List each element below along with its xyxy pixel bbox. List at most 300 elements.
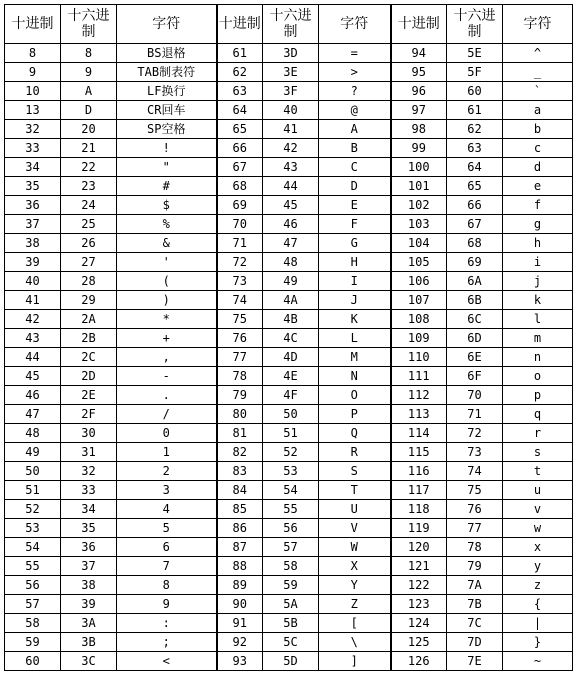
char-cell: -	[117, 367, 217, 386]
char-cell: TAB制表符	[117, 63, 217, 82]
decimal-cell: 113	[391, 405, 447, 424]
char-cell: Q	[319, 424, 391, 443]
decimal-cell: 13	[5, 101, 61, 120]
char-cell: K	[319, 310, 391, 329]
decimal-cell: 36	[5, 196, 61, 215]
hex-cell: 55	[263, 500, 319, 519]
hex-cell: 3A	[61, 614, 117, 633]
char-cell: P	[319, 405, 391, 424]
decimal-cell: 55	[5, 557, 61, 576]
char-cell: p	[503, 386, 573, 405]
table-row	[5, 348, 573, 367]
char-cell: C	[319, 158, 391, 177]
decimal-cell: 42	[5, 310, 61, 329]
decimal-cell: 101	[391, 177, 447, 196]
decimal-cell: 10	[5, 82, 61, 101]
hex-cell: 7C	[447, 614, 503, 633]
decimal-cell: 112	[391, 386, 447, 405]
decimal-cell: 48	[5, 424, 61, 443]
table-row	[5, 44, 573, 63]
decimal-cell: 65	[217, 120, 263, 139]
hex-cell: 35	[61, 519, 117, 538]
decimal-cell: 95	[391, 63, 447, 82]
char-cell: j	[503, 272, 573, 291]
hex-cell: 51	[263, 424, 319, 443]
hex-cell: 76	[447, 500, 503, 519]
char-cell: .	[117, 386, 217, 405]
hex-cell: 70	[447, 386, 503, 405]
hex-cell: 7E	[447, 652, 503, 671]
hex-cell: 65	[447, 177, 503, 196]
hex-cell: 49	[263, 272, 319, 291]
decimal-cell: 103	[391, 215, 447, 234]
char-cell: G	[319, 234, 391, 253]
char-cell: v	[503, 500, 573, 519]
decimal-cell: 69	[217, 196, 263, 215]
char-cell: B	[319, 139, 391, 158]
decimal-cell: 94	[391, 44, 447, 63]
hex-cell: 4B	[263, 310, 319, 329]
char-cell: y	[503, 557, 573, 576]
hex-cell: 74	[447, 462, 503, 481]
decimal-cell: 117	[391, 481, 447, 500]
hex-cell: 45	[263, 196, 319, 215]
hex-cell: 4D	[263, 348, 319, 367]
hex-cell: 79	[447, 557, 503, 576]
hex-cell: 57	[263, 538, 319, 557]
table-row	[5, 443, 573, 462]
hex-cell: 5B	[263, 614, 319, 633]
decimal-cell: 51	[5, 481, 61, 500]
hex-cell: 56	[263, 519, 319, 538]
decimal-cell: 114	[391, 424, 447, 443]
decimal-cell: 78	[217, 367, 263, 386]
decimal-cell: 71	[217, 234, 263, 253]
char-cell: |	[503, 614, 573, 633]
hex-cell: 2B	[61, 329, 117, 348]
hex-cell: 3C	[61, 652, 117, 671]
hex-cell: 5A	[263, 595, 319, 614]
hex-cell: 2F	[61, 405, 117, 424]
hex-cell: 2E	[61, 386, 117, 405]
hex-cell: 30	[61, 424, 117, 443]
char-cell: CR回车	[117, 101, 217, 120]
hex-cell: D	[61, 101, 117, 120]
hex-cell: 39	[61, 595, 117, 614]
decimal-cell: 53	[5, 519, 61, 538]
hex-cell: 5F	[447, 63, 503, 82]
hex-cell: 5D	[263, 652, 319, 671]
char-cell: a	[503, 101, 573, 120]
char-cell: {	[503, 595, 573, 614]
header-decimal: 十进制	[5, 5, 61, 44]
decimal-cell: 85	[217, 500, 263, 519]
decimal-cell: 87	[217, 538, 263, 557]
char-cell: ^	[503, 44, 573, 63]
table-row	[5, 272, 573, 291]
hex-cell: 9	[61, 63, 117, 82]
decimal-cell: 76	[217, 329, 263, 348]
char-cell: [	[319, 614, 391, 633]
decimal-cell: 32	[5, 120, 61, 139]
char-cell: )	[117, 291, 217, 310]
hex-cell: 78	[447, 538, 503, 557]
table-row	[5, 500, 573, 519]
char-cell: 3	[117, 481, 217, 500]
hex-cell: 32	[61, 462, 117, 481]
header-hex: 十六进制	[447, 5, 503, 44]
decimal-cell: 67	[217, 158, 263, 177]
char-cell: S	[319, 462, 391, 481]
decimal-cell: 116	[391, 462, 447, 481]
table-row	[5, 367, 573, 386]
hex-cell: 60	[447, 82, 503, 101]
hex-cell: 27	[61, 253, 117, 272]
hex-cell: 2D	[61, 367, 117, 386]
hex-cell: 3F	[263, 82, 319, 101]
decimal-cell: 52	[5, 500, 61, 519]
hex-cell: 64	[447, 158, 503, 177]
char-cell: n	[503, 348, 573, 367]
decimal-cell: 118	[391, 500, 447, 519]
decimal-cell: 56	[5, 576, 61, 595]
hex-cell: 67	[447, 215, 503, 234]
char-cell: Y	[319, 576, 391, 595]
decimal-cell: 91	[217, 614, 263, 633]
char-cell: _	[503, 63, 573, 82]
char-cell: m	[503, 329, 573, 348]
char-cell: }	[503, 633, 573, 652]
char-cell: BS退格	[117, 44, 217, 63]
hex-cell: 41	[263, 120, 319, 139]
hex-cell: 6B	[447, 291, 503, 310]
decimal-cell: 66	[217, 139, 263, 158]
hex-cell: 6C	[447, 310, 503, 329]
table-row	[5, 405, 573, 424]
table-row	[5, 633, 573, 652]
header-hex: 十六进制	[61, 5, 117, 44]
decimal-cell: 75	[217, 310, 263, 329]
hex-cell: 71	[447, 405, 503, 424]
table-row	[5, 557, 573, 576]
hex-cell: 6D	[447, 329, 503, 348]
hex-cell: 5E	[447, 44, 503, 63]
decimal-cell: 62	[217, 63, 263, 82]
hex-cell: 28	[61, 272, 117, 291]
decimal-cell: 100	[391, 158, 447, 177]
decimal-cell: 119	[391, 519, 447, 538]
decimal-cell: 81	[217, 424, 263, 443]
hex-cell: 4A	[263, 291, 319, 310]
hex-cell: 24	[61, 196, 117, 215]
hex-cell: 53	[263, 462, 319, 481]
decimal-cell: 120	[391, 538, 447, 557]
decimal-cell: 104	[391, 234, 447, 253]
decimal-cell: 98	[391, 120, 447, 139]
char-cell: 4	[117, 500, 217, 519]
decimal-cell: 34	[5, 158, 61, 177]
hex-cell: 26	[61, 234, 117, 253]
char-cell: 2	[117, 462, 217, 481]
hex-cell: 52	[263, 443, 319, 462]
table-row	[5, 424, 573, 443]
char-cell: W	[319, 538, 391, 557]
char-cell: LF换行	[117, 82, 217, 101]
table-row	[5, 329, 573, 348]
char-cell: `	[503, 82, 573, 101]
table-row	[5, 595, 573, 614]
char-cell: l	[503, 310, 573, 329]
char-cell: t	[503, 462, 573, 481]
decimal-cell: 61	[217, 44, 263, 63]
char-cell: /	[117, 405, 217, 424]
decimal-cell: 97	[391, 101, 447, 120]
hex-cell: 22	[61, 158, 117, 177]
hex-cell: 4C	[263, 329, 319, 348]
char-cell: d	[503, 158, 573, 177]
char-cell: 1	[117, 443, 217, 462]
char-cell: L	[319, 329, 391, 348]
char-cell: c	[503, 139, 573, 158]
table-row	[5, 234, 573, 253]
table-row	[5, 481, 573, 500]
char-cell: E	[319, 196, 391, 215]
char-cell: N	[319, 367, 391, 386]
decimal-cell: 96	[391, 82, 447, 101]
char-cell: 6	[117, 538, 217, 557]
hex-cell: 29	[61, 291, 117, 310]
char-cell: X	[319, 557, 391, 576]
char-cell: SP空格	[117, 120, 217, 139]
char-cell: q	[503, 405, 573, 424]
decimal-cell: 80	[217, 405, 263, 424]
header-hex: 十六进制	[263, 5, 319, 44]
char-cell: 5	[117, 519, 217, 538]
char-cell: ;	[117, 633, 217, 652]
char-cell: Z	[319, 595, 391, 614]
decimal-cell: 115	[391, 443, 447, 462]
table-row	[5, 158, 573, 177]
char-cell: :	[117, 614, 217, 633]
table-row	[5, 652, 573, 671]
char-cell: x	[503, 538, 573, 557]
char-cell: R	[319, 443, 391, 462]
decimal-cell: 110	[391, 348, 447, 367]
hex-cell: 38	[61, 576, 117, 595]
hex-cell: A	[61, 82, 117, 101]
table-row	[5, 614, 573, 633]
hex-cell: 50	[263, 405, 319, 424]
char-cell: +	[117, 329, 217, 348]
decimal-cell: 93	[217, 652, 263, 671]
decimal-cell: 74	[217, 291, 263, 310]
hex-cell: 7B	[447, 595, 503, 614]
hex-cell: 66	[447, 196, 503, 215]
decimal-cell: 102	[391, 196, 447, 215]
char-cell: I	[319, 272, 391, 291]
decimal-cell: 47	[5, 405, 61, 424]
decimal-cell: 77	[217, 348, 263, 367]
decimal-cell: 86	[217, 519, 263, 538]
char-cell: D	[319, 177, 391, 196]
header-char: 字符	[319, 5, 391, 44]
char-cell: o	[503, 367, 573, 386]
table-row	[5, 310, 573, 329]
decimal-cell: 109	[391, 329, 447, 348]
decimal-cell: 49	[5, 443, 61, 462]
decimal-cell: 108	[391, 310, 447, 329]
decimal-cell: 92	[217, 633, 263, 652]
char-cell: =	[319, 44, 391, 63]
hex-cell: 34	[61, 500, 117, 519]
hex-cell: 31	[61, 443, 117, 462]
header-row	[5, 5, 573, 44]
decimal-cell: 105	[391, 253, 447, 272]
decimal-cell: 89	[217, 576, 263, 595]
decimal-cell: 73	[217, 272, 263, 291]
char-cell: V	[319, 519, 391, 538]
char-cell: (	[117, 272, 217, 291]
ascii-code-table	[4, 4, 573, 671]
char-cell: ]	[319, 652, 391, 671]
decimal-cell: 57	[5, 595, 61, 614]
table-row	[5, 63, 573, 82]
decimal-cell: 9	[5, 63, 61, 82]
char-cell: ?	[319, 82, 391, 101]
table-row	[5, 538, 573, 557]
hex-cell: 6F	[447, 367, 503, 386]
decimal-cell: 37	[5, 215, 61, 234]
char-cell: <	[117, 652, 217, 671]
decimal-cell: 38	[5, 234, 61, 253]
table-row	[5, 576, 573, 595]
char-cell: g	[503, 215, 573, 234]
table-row	[5, 386, 573, 405]
header-decimal: 十进制	[391, 5, 447, 44]
hex-cell: 63	[447, 139, 503, 158]
char-cell: H	[319, 253, 391, 272]
hex-cell: 3B	[61, 633, 117, 652]
char-cell: U	[319, 500, 391, 519]
char-cell: 7	[117, 557, 217, 576]
decimal-cell: 122	[391, 576, 447, 595]
decimal-cell: 126	[391, 652, 447, 671]
hex-cell: 48	[263, 253, 319, 272]
hex-cell: 4E	[263, 367, 319, 386]
char-cell: 0	[117, 424, 217, 443]
table-row	[5, 519, 573, 538]
hex-cell: 6A	[447, 272, 503, 291]
decimal-cell: 84	[217, 481, 263, 500]
hex-cell: 20	[61, 120, 117, 139]
hex-cell: 42	[263, 139, 319, 158]
decimal-cell: 88	[217, 557, 263, 576]
char-cell: !	[117, 139, 217, 158]
hex-cell: 5C	[263, 633, 319, 652]
decimal-cell: 33	[5, 139, 61, 158]
decimal-cell: 35	[5, 177, 61, 196]
char-cell: '	[117, 253, 217, 272]
char-cell: i	[503, 253, 573, 272]
hex-cell: 73	[447, 443, 503, 462]
hex-cell: 37	[61, 557, 117, 576]
decimal-cell: 45	[5, 367, 61, 386]
decimal-cell: 82	[217, 443, 263, 462]
decimal-cell: 68	[217, 177, 263, 196]
char-cell: T	[319, 481, 391, 500]
hex-cell: 2A	[61, 310, 117, 329]
hex-cell: 72	[447, 424, 503, 443]
decimal-cell: 58	[5, 614, 61, 633]
char-cell: w	[503, 519, 573, 538]
decimal-cell: 46	[5, 386, 61, 405]
char-cell: *	[117, 310, 217, 329]
decimal-cell: 43	[5, 329, 61, 348]
char-cell: O	[319, 386, 391, 405]
char-cell: u	[503, 481, 573, 500]
decimal-cell: 63	[217, 82, 263, 101]
char-cell: e	[503, 177, 573, 196]
decimal-cell: 59	[5, 633, 61, 652]
char-cell: ~	[503, 652, 573, 671]
decimal-cell: 72	[217, 253, 263, 272]
char-cell: @	[319, 101, 391, 120]
hex-cell: 40	[263, 101, 319, 120]
table-body	[5, 44, 573, 671]
hex-cell: 3D	[263, 44, 319, 63]
hex-cell: 46	[263, 215, 319, 234]
decimal-cell: 44	[5, 348, 61, 367]
hex-cell: 6E	[447, 348, 503, 367]
hex-cell: 36	[61, 538, 117, 557]
hex-cell: 47	[263, 234, 319, 253]
char-cell: 9	[117, 595, 217, 614]
table-row	[5, 253, 573, 272]
hex-cell: 62	[447, 120, 503, 139]
char-cell: b	[503, 120, 573, 139]
hex-cell: 54	[263, 481, 319, 500]
decimal-cell: 125	[391, 633, 447, 652]
char-cell: $	[117, 196, 217, 215]
hex-cell: 23	[61, 177, 117, 196]
char-cell: h	[503, 234, 573, 253]
char-cell: f	[503, 196, 573, 215]
hex-cell: 25	[61, 215, 117, 234]
char-cell: z	[503, 576, 573, 595]
header-decimal: 十进制	[217, 5, 263, 44]
char-cell: >	[319, 63, 391, 82]
decimal-cell: 107	[391, 291, 447, 310]
char-cell: J	[319, 291, 391, 310]
header-char: 字符	[503, 5, 573, 44]
hex-cell: 77	[447, 519, 503, 538]
hex-cell: 69	[447, 253, 503, 272]
char-cell: ,	[117, 348, 217, 367]
hex-cell: 4F	[263, 386, 319, 405]
char-cell: F	[319, 215, 391, 234]
char-cell: 8	[117, 576, 217, 595]
char-cell: #	[117, 177, 217, 196]
hex-cell: 44	[263, 177, 319, 196]
decimal-cell: 70	[217, 215, 263, 234]
table-row	[5, 139, 573, 158]
char-cell: \	[319, 633, 391, 652]
char-cell: A	[319, 120, 391, 139]
table-row	[5, 291, 573, 310]
hex-cell: 7D	[447, 633, 503, 652]
hex-cell: 8	[61, 44, 117, 63]
decimal-cell: 90	[217, 595, 263, 614]
